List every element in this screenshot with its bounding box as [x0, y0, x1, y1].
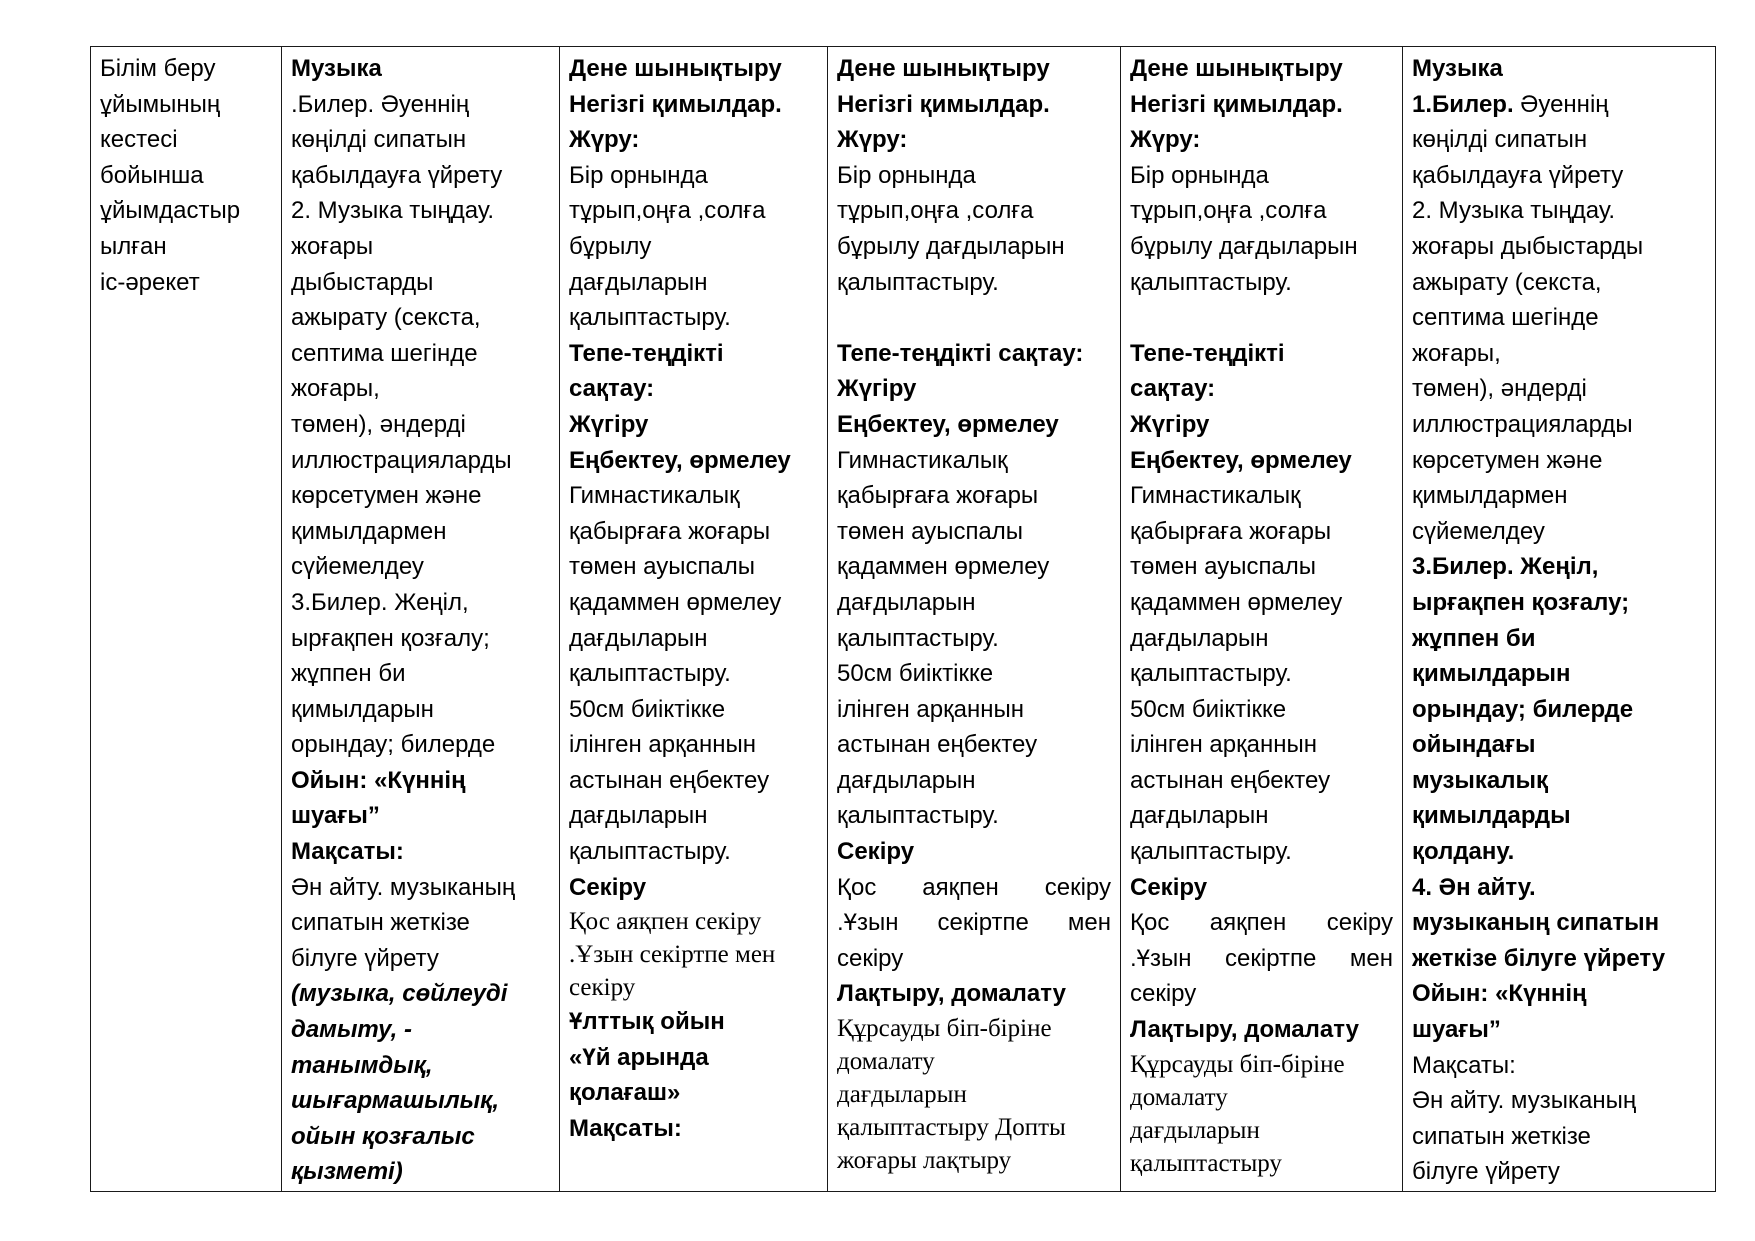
text-line: Еңбектеу, өрмелеу	[569, 446, 791, 474]
blank-line	[1130, 300, 1393, 336]
word: мен	[1067, 909, 1111, 937]
text-line: қабырғаға жоғары	[837, 482, 1039, 510]
text-line: 50см биіктікке	[837, 660, 994, 688]
text-line: Ән айту. музыканың	[1412, 1087, 1637, 1115]
text-line: Жүгіру	[1130, 410, 1210, 438]
text-line: шуағы”	[1412, 1016, 1501, 1044]
text-line: білуге үйрету	[1412, 1158, 1560, 1186]
text-line: Жүру:	[837, 126, 908, 154]
text-line: (музыка, сөйлеуді	[291, 980, 508, 1008]
text-line: орындау; билерде	[291, 731, 496, 759]
text-line: Тепе-теңдікті сақтау:	[837, 339, 1084, 367]
text-line: ілінген арқаннын	[569, 731, 756, 759]
text-line: қадаммен өрмелеу	[569, 588, 782, 616]
table-row	[91, 47, 1716, 1192]
text-line: дағдыларын	[837, 766, 976, 794]
text-line: Бір орнында	[569, 161, 708, 189]
text-line: .Ұзын секіртпе мен	[569, 941, 776, 969]
text-line: Жүгіру	[837, 375, 917, 403]
text-line: ұйымының	[100, 90, 221, 118]
text-line: қалыптастыру.	[837, 268, 999, 296]
text-line: төмен), әндерді	[1412, 375, 1587, 403]
word: Қос	[1130, 909, 1170, 937]
music-cell-2	[1403, 47, 1716, 1192]
text-line: дағдыларын	[569, 624, 708, 652]
text-line: 2. Музыка тыңдау.	[291, 197, 495, 225]
justified-line	[1130, 941, 1393, 977]
text-line: секіру	[569, 974, 636, 1002]
text-line: Музыка	[1412, 55, 1503, 82]
text-line: астынан еңбектеу	[1130, 766, 1331, 794]
justified-line	[837, 905, 1111, 941]
text-line: қимылдарын	[291, 695, 434, 723]
text-line: ойындағы	[1412, 731, 1536, 759]
text-line: секіру	[837, 944, 904, 972]
text-line: Секіру	[1130, 873, 1208, 901]
text-line: іс-әрекет	[100, 268, 200, 296]
text-line: бұрылу дағдыларын	[1130, 232, 1358, 260]
text-line: қалыптастыру.	[569, 660, 731, 688]
text-line: қимылдарын	[1412, 660, 1571, 688]
text-line: бұрылу дағдыларын	[837, 232, 1065, 260]
physical-education-cell-1	[560, 47, 828, 1192]
text-line: астынан еңбектеу	[837, 731, 1038, 759]
text-line: Мақсаты:	[569, 1115, 682, 1143]
text-line: Құрсауды біп-біріне	[1130, 1050, 1345, 1078]
word: секіру	[1326, 909, 1393, 937]
text-line: қимылдармен	[1412, 482, 1568, 510]
word: секіру	[1044, 873, 1111, 901]
text-line: ілінген арқаннын	[837, 695, 1024, 723]
text-line: көрсетумен және	[1412, 446, 1603, 474]
text-line: бойынша	[100, 161, 204, 189]
text-line: қимылдармен	[291, 517, 447, 545]
word: .Ұзын	[837, 909, 899, 937]
text-line: шуағы”	[291, 802, 380, 830]
text-line: дағдыларын	[1130, 1116, 1260, 1144]
text-line: дыбыстарды	[291, 268, 434, 296]
text-line: ылған	[100, 232, 167, 260]
text-line: кестесі	[100, 126, 178, 154]
music-cell-1	[282, 47, 560, 1192]
text-line: бұрылу	[569, 232, 652, 260]
text-line: Жүру:	[1130, 126, 1201, 154]
text-line: Тепе-теңдікті	[569, 339, 724, 367]
text-line: Жүру:	[569, 126, 640, 154]
text-line: дағдыларын	[1130, 624, 1269, 652]
text-line: септима шегінде	[1412, 304, 1599, 332]
text-line: Дене шынықтыру	[569, 55, 782, 82]
text-line: ажырату (секста,	[291, 304, 481, 332]
text-line: көңілді сипатын	[1412, 126, 1588, 154]
text-line: тұрып,оңға ,солға	[1130, 197, 1327, 225]
text-line: қабырғаға жоғары	[569, 517, 771, 545]
text-line: сипатын жеткізе	[291, 909, 470, 937]
word: аяқпен	[1209, 909, 1287, 937]
text-line: Ойын: «Күннің	[291, 766, 466, 794]
text-line: қалыптастыру.	[1130, 268, 1292, 296]
text-line: «Үй арында	[569, 1043, 709, 1071]
text-line: 50см биіктікке	[1130, 695, 1287, 723]
text-line: төмен ауыспалы	[1130, 553, 1317, 581]
word: секіртпе	[1225, 944, 1317, 972]
word: секіртпе	[937, 909, 1029, 937]
text-line: 3.Билер. Жеңіл,	[1412, 553, 1599, 581]
text-line: жоғары,	[1412, 339, 1501, 367]
text-line	[1412, 87, 1706, 123]
activity-label-cell	[91, 47, 282, 1192]
text-line: Құрсауды біп-біріне	[837, 1015, 1052, 1043]
text-line: Ән айту. музыканың	[291, 873, 516, 901]
text-line: қалыптастыру.	[1130, 660, 1292, 688]
text-line: иллюстрацияларды	[291, 446, 512, 474]
text-line: Дене шынықтыру	[837, 55, 1050, 82]
text-line: Ұлттық ойын	[569, 1008, 725, 1036]
text-line: Ойын: «Күннің	[1412, 980, 1587, 1008]
text-line: Білім беру	[100, 55, 216, 82]
text-line: Мақсаты:	[291, 838, 404, 866]
text-line: 2. Музыка тыңдау.	[1412, 197, 1616, 225]
text-line: ырғақпен қозғалу;	[291, 624, 490, 652]
text-line: танымдық,	[291, 1051, 433, 1079]
text-line: дағдыларын	[569, 268, 708, 296]
text-line: тұрып,оңға ,солға	[837, 197, 1034, 225]
text-line: Негізгі қимылдар.	[837, 90, 1050, 118]
text-line: орындау; билерде	[1412, 695, 1634, 723]
text-line: қимылдарды	[1412, 802, 1571, 830]
text-line: төмен ауыспалы	[837, 517, 1024, 545]
text-line: сақтау:	[569, 375, 655, 403]
text-line: музыканың сипатын	[1412, 909, 1660, 937]
text-line: жоғары,	[291, 375, 380, 403]
text-line: төмен ауыспалы	[569, 553, 756, 581]
text-line: Негізгі қимылдар.	[569, 90, 782, 118]
text-line: Негізгі қимылдар.	[1130, 90, 1343, 118]
text-line: шығармашылық,	[291, 1087, 499, 1115]
text-line: сақтау:	[1130, 375, 1216, 403]
text-line: төмен), әндерді	[291, 410, 466, 438]
text-line: қадаммен өрмелеу	[1130, 588, 1343, 616]
text-line: музыкалық	[1412, 766, 1549, 794]
text-line: дағдыларын	[837, 1081, 967, 1109]
text-line: Бір орнында	[837, 161, 976, 189]
text-fragment: 1.Билер.	[1412, 90, 1514, 118]
text-line: көрсетумен және	[291, 482, 482, 510]
text-line: қалыптастыру	[1130, 1149, 1282, 1177]
text-line: жоғары дыбыстарды	[1412, 232, 1644, 260]
text-line: Бір орнында	[1130, 161, 1269, 189]
schedule-table	[90, 46, 1716, 1192]
text-line: сипатын жеткізе	[1412, 1122, 1591, 1150]
justified-line	[1130, 905, 1393, 941]
text-line: Еңбектеу, өрмелеу	[837, 410, 1059, 438]
text-line: ырғақпен қозғалу;	[1412, 588, 1630, 616]
text-line: Гимнастикалық	[569, 482, 740, 510]
text-line: Дене шынықтыру	[1130, 55, 1343, 82]
text-line: ажырату (секста,	[1412, 268, 1602, 296]
text-line: 4. Ән айту.	[1412, 873, 1536, 901]
text-line: жоғары лақтыру	[837, 1147, 1012, 1175]
text-line: қалыптастыру.	[569, 838, 731, 866]
text-line: 3.Билер. Жеңіл,	[291, 588, 469, 616]
text-fragment: Әуеннің	[1513, 90, 1609, 118]
text-line: домалату	[1130, 1083, 1228, 1111]
text-line: Жүгіру	[569, 410, 649, 438]
text-line: астынан еңбектеу	[569, 766, 770, 794]
word: Қос	[837, 873, 877, 901]
text-line: қалыптастыру.	[837, 802, 999, 830]
text-line: Гимнастикалық	[1130, 482, 1301, 510]
text-line: жұппен би	[291, 660, 406, 688]
text-line: қалыптастыру.	[569, 304, 731, 332]
justified-line	[837, 870, 1111, 906]
text-line: Секіру	[569, 873, 647, 901]
word: мен	[1349, 944, 1393, 972]
text-line: септима шегінде	[291, 339, 478, 367]
physical-education-cell-2	[828, 47, 1121, 1192]
text-line: тұрып,оңға ,солға	[569, 197, 766, 225]
text-line: қалыптастыру.	[837, 624, 999, 652]
text-line: қадаммен өрмелеу	[837, 553, 1050, 581]
text-line: дамыту, -	[291, 1016, 412, 1044]
text-line: Еңбектеу, өрмелеу	[1130, 446, 1352, 474]
text-line: дағдыларын	[1130, 802, 1269, 830]
text-line: Лақтыру, домалату	[837, 980, 1066, 1008]
text-line: жеткізе білуге үйрету	[1412, 944, 1666, 972]
word: аяқпен	[922, 873, 999, 901]
text-line: білуге үйрету	[291, 944, 439, 972]
word: .Ұзын	[1130, 944, 1192, 972]
text-line: сүйемелдеу	[1412, 517, 1545, 545]
text-line: қалыптастыру.	[1130, 838, 1292, 866]
text-line: 50см биіктікке	[569, 695, 726, 723]
text-line: домалату	[837, 1048, 935, 1076]
text-line: қабылдауға үйрету	[1412, 161, 1624, 189]
text-line: ойын қозғалыс	[291, 1122, 475, 1150]
text-line: қолағаш»	[569, 1079, 681, 1107]
text-line: жоғары	[291, 232, 374, 260]
text-line: иллюстрацияларды	[1412, 410, 1633, 438]
text-line: Лақтыру, домалату	[1130, 1016, 1359, 1044]
text-line: қолдану.	[1412, 838, 1515, 866]
text-line: дағдыларын	[569, 802, 708, 830]
text-line: ілінген арқаннын	[1130, 731, 1317, 759]
text-line: қабылдауға үйрету	[291, 161, 503, 189]
text-line: Секіру	[837, 838, 915, 866]
text-line: дағдыларын	[837, 588, 976, 616]
text-line: қабырғаға жоғары	[1130, 517, 1332, 545]
text-line: жұппен би	[1412, 624, 1536, 652]
text-line: көңілді сипатын	[291, 126, 467, 154]
text-line: сүйемелдеу	[291, 553, 424, 581]
text-line: Қос аяқпен секіру	[569, 908, 762, 936]
text-line: ұйымдастыр	[100, 197, 241, 225]
text-line: .Билер. Әуеннің	[291, 90, 470, 118]
text-line: Музыка	[291, 55, 382, 82]
text-line: қалыптастыру Допты	[837, 1114, 1066, 1142]
physical-education-cell-3	[1121, 47, 1403, 1192]
text-line: Гимнастикалық	[837, 446, 1008, 474]
text-line: Тепе-теңдікті	[1130, 339, 1285, 367]
text-line: қызметі)	[291, 1158, 403, 1186]
blank-line	[837, 300, 1111, 336]
text-line: секіру	[1130, 980, 1197, 1008]
text-line: Мақсаты:	[1412, 1051, 1516, 1079]
